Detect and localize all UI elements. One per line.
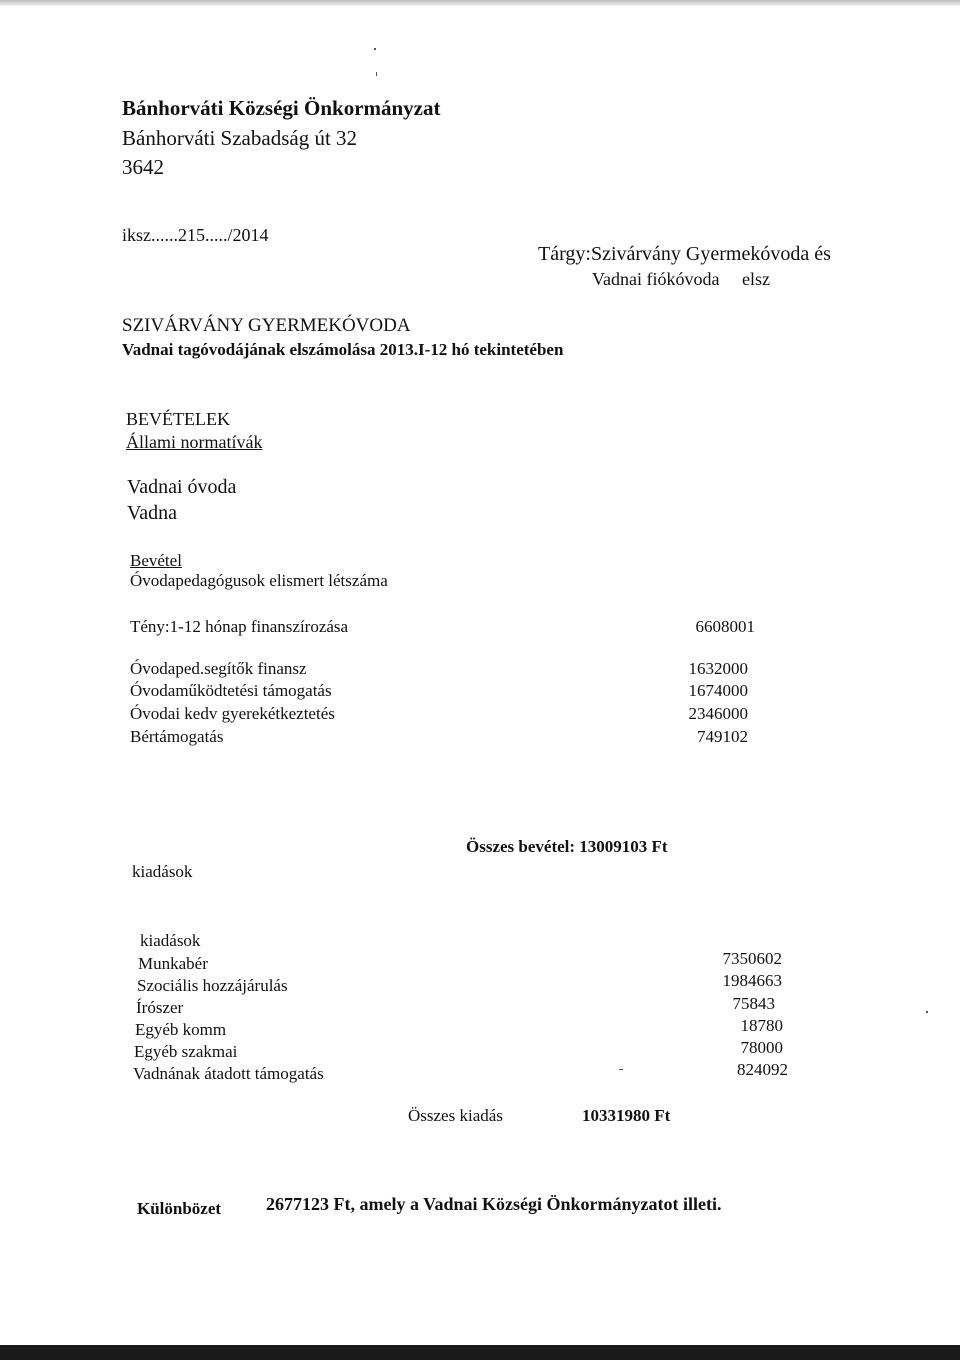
income-item-label: Óvodai kedv gyerekétkeztetés — [130, 704, 335, 723]
institution-place: Vadna — [127, 502, 177, 524]
income-item-value: 6608001 — [695, 617, 755, 636]
subject-line-2: Vadnai fiókóvoda elsz — [592, 269, 770, 289]
expense-item-label: Írószer — [136, 998, 184, 1017]
expense-item-value: 75843 — [732, 994, 775, 1013]
expense-total-value: 10331980 Ft — [582, 1106, 671, 1125]
difference-text: 2677123 Ft, amely a Vadnai Községi Önkormányzatot illeti. — [266, 1194, 722, 1214]
reference-number: iksz......215...../2014 — [122, 225, 269, 245]
expense-item-label: Egyéb komm — [135, 1020, 227, 1039]
sender-name: Bánhorváti Községi Önkormányzat — [122, 96, 441, 120]
income-item-value: 1674000 — [688, 681, 748, 700]
expense-item-value: 7350602 — [722, 949, 782, 968]
income-subheading: Állami normatívák — [126, 432, 263, 452]
scan-speck — [376, 72, 377, 76]
expense-item-label: Szociális hozzájárulás — [137, 976, 288, 995]
income-item-label: Tény:1-12 hónap finanszírozása — [130, 617, 349, 636]
subject-line-1: Tárgy:Szivárvány Gyermekóvoda és — [538, 243, 831, 265]
scan-speck — [926, 1011, 928, 1013]
scan-bottom-edge — [0, 1345, 960, 1360]
staff-label: Óvodapedagógusok elismert létszáma — [130, 571, 388, 590]
institution-name: Vadnai óvoda — [127, 476, 237, 498]
expense-total-label: Összes kiadás — [408, 1106, 503, 1125]
expense-heading: kiadások — [140, 931, 201, 950]
expense-item-value: 824092 — [737, 1060, 788, 1079]
sender-zip: 3642 — [122, 155, 164, 179]
sender-address: Bánhorváti Szabadság út 32 — [122, 126, 358, 150]
document-title: SZIVÁRVÁNY GYERMEKÓVODA — [122, 315, 411, 336]
income-heading: BEVÉTELEK — [126, 409, 230, 429]
expense-item-label: Vadnának átadott támogatás — [133, 1064, 324, 1083]
scan-top-edge — [0, 0, 960, 6]
income-item-value: 2346000 — [688, 704, 748, 723]
income-item-label: Óvodaped.segítők finansz — [130, 659, 307, 678]
difference-label: Különbözet — [137, 1199, 222, 1218]
expense-item-value: 1984663 — [722, 971, 782, 990]
expense-side-label: kiadások — [132, 862, 193, 881]
bevetel-label: Bevétel — [130, 551, 182, 570]
scan-speck — [374, 48, 376, 50]
income-item-value: 749102 — [697, 727, 748, 746]
income-item-label: Bértámogatás — [130, 727, 224, 746]
expense-item-value: 78000 — [740, 1038, 783, 1057]
expense-item-value: 18780 — [740, 1016, 783, 1035]
income-item-label: Óvodaműködtetési támogatás — [130, 681, 332, 700]
expense-item-label: Munkabér — [138, 954, 208, 973]
expense-item-label: Egyéb szakmai — [134, 1042, 238, 1061]
document-subtitle: Vadnai tagóvodájának elszámolása 2013.I-12 hó tekintetében — [122, 340, 564, 359]
income-item-value: 1632000 — [688, 659, 748, 678]
income-total: Összes bevétel: 13009103 Ft — [466, 837, 668, 856]
scan-speck — [619, 1069, 623, 1070]
